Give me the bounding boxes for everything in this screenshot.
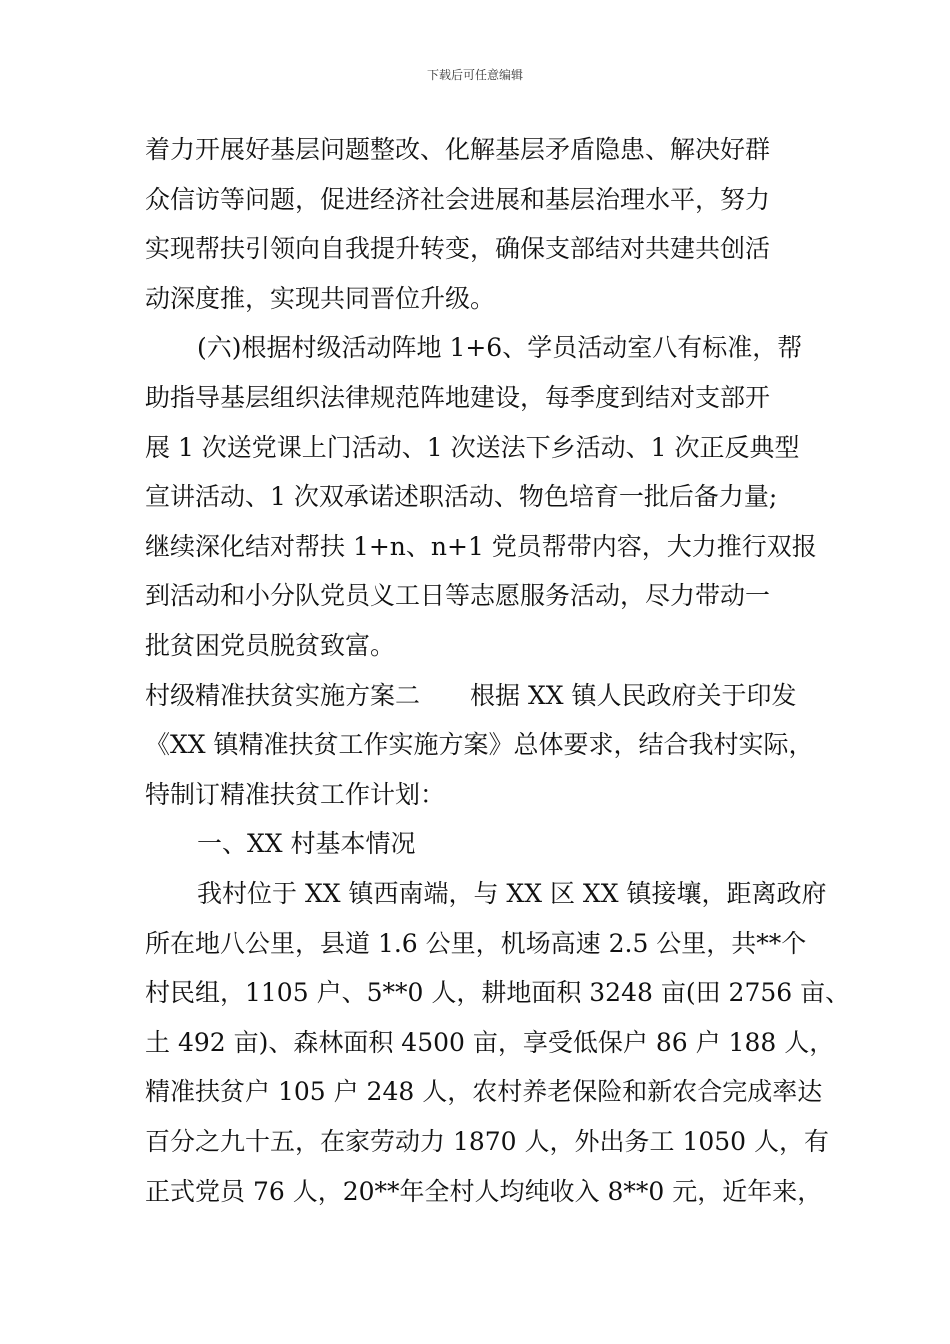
text-line: 助指导基层组织法律规范阵地建设，每季度到结对支部开 — [145, 383, 771, 412]
text-line: 村级精准扶贫实施方案二 根据 XX 镇人民政府关于印发 — [145, 680, 797, 710]
text-line: 《XX 镇精准扶贫工作实施方案》总体要求，结合我村实际， — [145, 730, 814, 760]
text-line: 村民组，1105 户、5**0 人，耕地面积 3248 亩(田 2756 亩、 — [145, 978, 851, 1008]
text-line: 正式党员 76 人，20**年全村人均纯收入 8**0 元，近年来， — [145, 1176, 823, 1206]
text-line: 宣讲活动、1 次双承诺述职活动、物色培育一批后备力量; — [145, 482, 778, 512]
text-line: 百分之九十五，在家劳动力 1870 人，外出务工 1050 人，有 — [145, 1127, 830, 1156]
text-line: 着力开展好基层问题整改、化解基层矛盾隐患、解决好群 — [145, 135, 771, 164]
text-line: 我村位于 XX 镇西南端，与 XX 区 XX 镇接壤，距离政府 — [197, 879, 827, 908]
text-line: 众信访等问题，促进经济社会进展和基层治理水平，努力 — [145, 184, 771, 214]
text-line: 一、XX 村基本情况 — [197, 829, 416, 859]
text-line: 土 492 亩)、森林面积 4500 亩，享受低保户 86 户 188 人， — [145, 1027, 835, 1057]
text-line: 继续深化结对帮扶 1+n、n+1 党员帮带内容，大力推行双报 — [145, 531, 817, 561]
text-line: 到活动和小分队党员义工日等志愿服务活动，尽力带动一 — [145, 581, 771, 611]
text-line: 动深度推，实现共同晋位升级。 — [145, 283, 496, 313]
text-line: 特制订精准扶贫工作计划： — [145, 779, 446, 809]
text-line: 所在地八公里，县道 1.6 公里，机场高速 2.5 公里，共**个 — [145, 928, 807, 958]
page-header: 下载后可任意编辑 — [426, 68, 523, 82]
text-line: 实现帮扶引领向自我提升转变，确保支部结对共建共创活 — [145, 234, 771, 264]
text-line: 展 1 次送党课上门活动、1 次送法下乡活动、1 次正反典型 — [145, 432, 800, 462]
text-line: 批贫困党员脱贫致富。 — [145, 631, 396, 660]
text-line: (六)根据村级活动阵地 1+6、学员活动室八有标准，帮 — [197, 333, 803, 363]
text-line: 精准扶贫户 105 户 248 人，农村养老保险和新农合完成率达 — [145, 1077, 823, 1107]
